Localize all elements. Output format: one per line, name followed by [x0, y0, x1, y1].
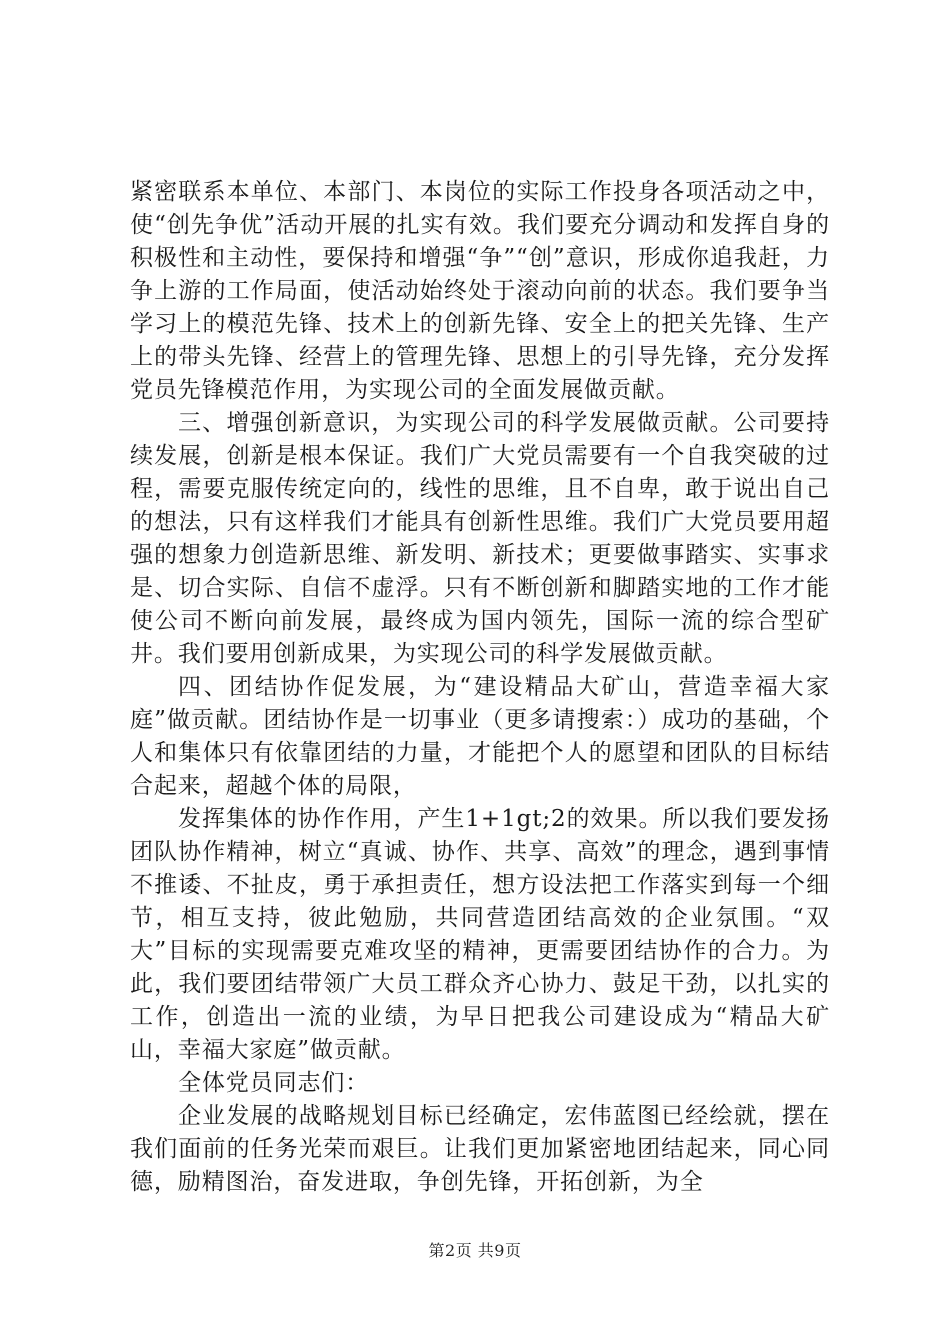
paragraph-1: 紧密联系本单位、本部门、本岗位的实际工作投身各项活动之中，使“创先争优”活动开展的扎实有效。我们要充分调动和发挥自身的积极性和主动性，要保持和增强“争”“创”意识，形成你追我赶，力争上游的工作局面，使活动始终处于滚动向前的状态。我们要争当学习上的模范先锋、技术上的创新先锋、安全上的把关先锋、生产上的带头先锋、经营上的管理先锋、思想上的引导先锋，充分发挥党员先锋模范作用，为实现公司的全面发展做贡献。: [130, 179, 830, 403]
document-body: [130, 176, 830, 1199]
paragraph-3: 四、团结协作促发展，为“建设精品大矿山，营造幸福大家庭”做贡献。团结协作是一切事业（更多请搜索：）成功的基础，个人和集体只有依靠团结的力量，才能把个人的愿望和团队的目标结合起来，超越个体的局限，: [130, 674, 830, 799]
page-number-footer: 第2页 共9页: [428, 1241, 522, 1260]
paragraph-4: 发挥集体的协作作用，产生1+1gt;2的效果。所以我们要发扬团队协作精神，树立“真诚、协作、共享、高效”的理念，遇到事情不推诿、不扯皮，勇于承担责任，想方设法把工作落实到每一个细节，相互支持，彼此勉励，共同营造团结高效的企业氛围。“双大”目标的实现需要克难攻坚的精神，更需要团结协作的合力。为此，我们要团结带领广大员工群众齐心协力、鼓足干劲，以扎实的工作，创造出一流的业绩，为早日把我公司建设成为“精品大矿山，幸福大家庭”做贡献。: [130, 806, 830, 1063]
paragraph-5-salutation: 全体党员同志们：: [178, 1070, 370, 1096]
paragraph-2: 三、增强创新意识，为实现公司的科学发展做贡献。公司要持续发展，创新是根本保证。我们广大党员需要有一个自我突破的过程，需要克服传统定向的，线性的思维，且不自卑，敢于说出自己的想法，只有这样我们才能具有创新性思维。我们广大党员要用超强的想象力创造新思维、新发明、新技术；更要做事踏实、实事求是、切合实际、自信不虚浮。只有不断创新和脚踏实地的工作才能使公司不断向前发展，最终成为国内领先，国际一流的综合型矿井。我们要用创新成果，为实现公司的科学发展做贡献。: [130, 410, 830, 667]
paragraph-6: 企业发展的战略规划目标已经确定，宏伟蓝图已经绘就，摆在我们面前的任务光荣而艰巨。让我们更加紧密地团结起来，同心同德，励精图治，奋发进取，争创先锋，开拓创新，为全: [130, 1103, 830, 1195]
